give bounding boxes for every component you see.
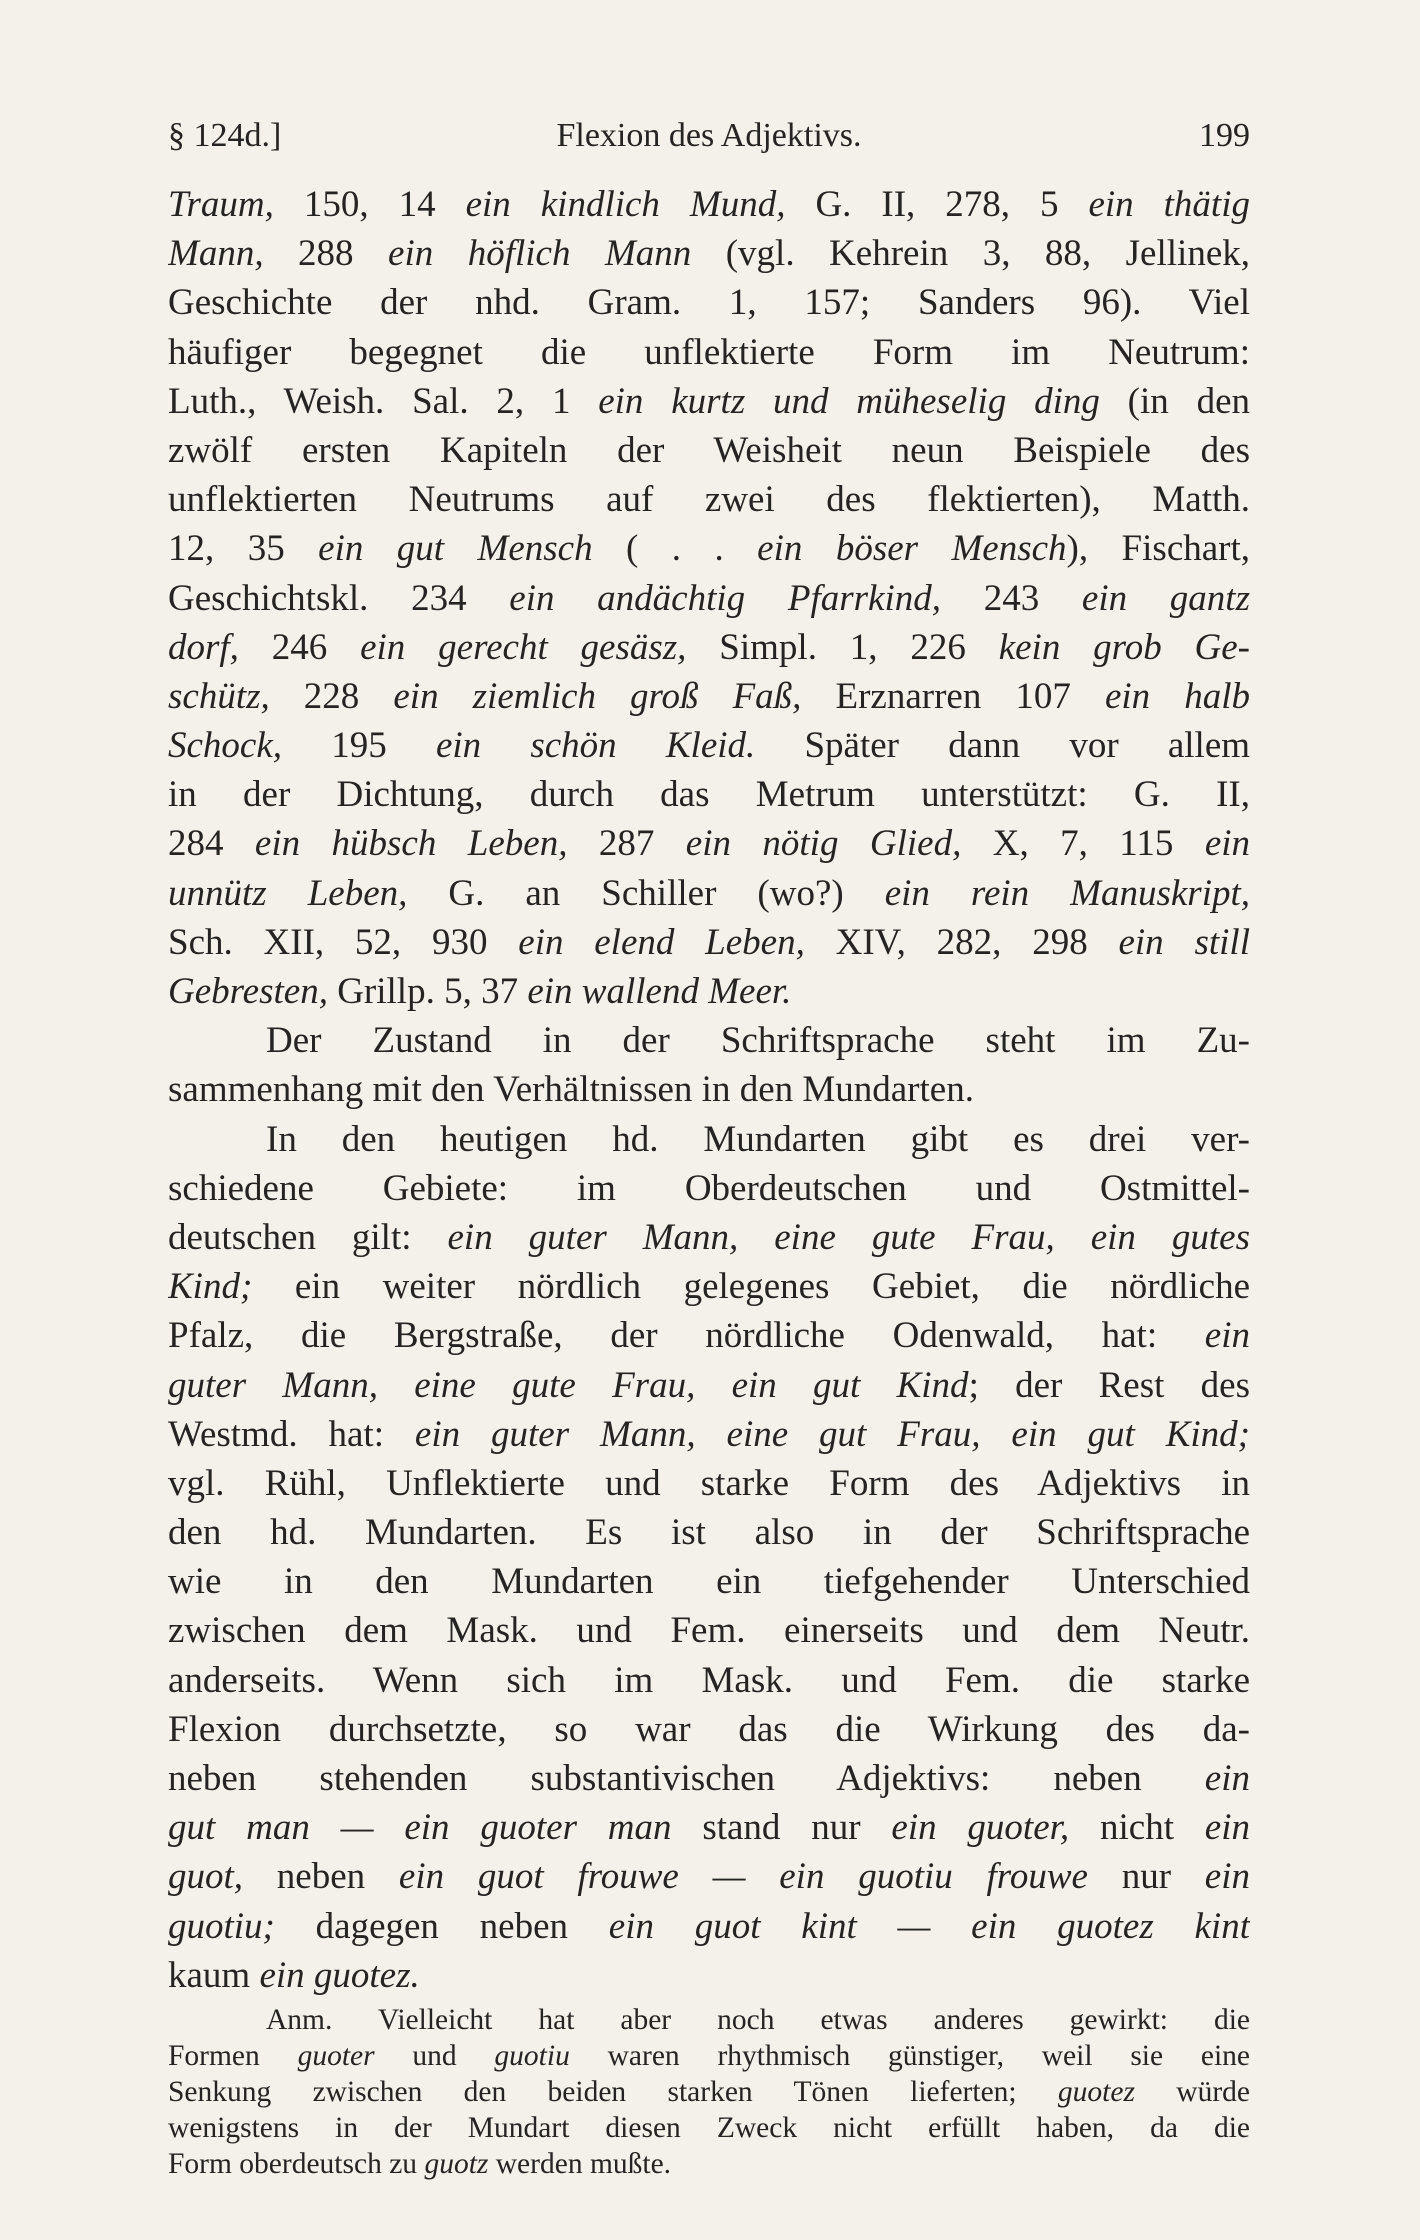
italic-text: guotz (424, 2147, 489, 2180)
italic-text: ein böser Mensch (757, 528, 1067, 570)
text-line (168, 1016, 1250, 1065)
text-run: schiedene Gebiete: im Oberdeutschen und Ostmittel- (168, 1167, 1250, 1209)
italic-text: ein still (1118, 921, 1250, 963)
italic-text: ein (1204, 1856, 1250, 1898)
italic-text: ein wallend Meer. (527, 971, 792, 1012)
text-run: ein weiter nördlich gelegenes Gebiet, die nördliche (252, 1266, 1250, 1308)
text-run: Luth., Weish. Sal. 2, 1 (168, 380, 599, 422)
text-run: anderseits. Wenn sich im Mask. und Fem. die starke (168, 1659, 1250, 1701)
italic-text: ein kurtz und müheselig ding (598, 380, 1100, 422)
italic-text: guotez (1057, 2075, 1135, 2108)
text-run: 12, 35 (168, 528, 319, 570)
text-line (168, 1164, 1250, 1213)
italic-text: ein halb (1104, 675, 1250, 717)
page-title: Flexion des Adjektivs. (556, 117, 862, 154)
text-run: sammenhang mit den Verhältnissen in den Mundarten. (168, 1069, 974, 1111)
text-run: würde (1134, 2075, 1250, 2108)
text-line (168, 1262, 1250, 1311)
text-run: 195 (282, 725, 436, 767)
italic-text: ein guter Mann, eine gute Frau, ein gutes (447, 1216, 1250, 1258)
text-run: G. an Schiller (wo?) (407, 872, 885, 914)
text-line (168, 869, 1250, 918)
italic-text: guoter (297, 2039, 375, 2072)
text-line (168, 1557, 1250, 1606)
note-line (168, 2002, 1250, 2038)
text-line (168, 1902, 1250, 1951)
italic-text: ein guot kint — ein guotez kint (608, 1905, 1250, 1947)
text-run: Erznarren 107 (801, 675, 1105, 717)
text-run: neben (243, 1856, 399, 1898)
text-run: Formen (168, 2039, 298, 2072)
italic-text: ein guter Mann, eine gut Frau, ein gut Kind; (414, 1413, 1250, 1455)
text-run: ; der Rest des (968, 1364, 1250, 1406)
italic-text: ein höflich Mann (388, 233, 692, 275)
text-run: 150, 14 (273, 184, 466, 225)
text-run: werden mußte. (488, 2147, 672, 2180)
text-run: Pfalz, die Bergstraße, der nördliche Odenwald, hat: (168, 1315, 1205, 1357)
text-line (168, 1311, 1250, 1360)
text-line (168, 1508, 1250, 1557)
text-run: kaum (168, 1954, 260, 1996)
italic-text: guotiu (494, 2039, 570, 2072)
italic-text: Gebresten, (168, 971, 328, 1012)
note-line (168, 2038, 1250, 2074)
italic-text: ein (1204, 1315, 1250, 1357)
italic-text: Schock, (168, 725, 283, 767)
text-run: Geschichte der nhd. Gram. 1, 157; Sanders 96). Viel (168, 282, 1250, 324)
text-line (168, 1754, 1250, 1803)
text-run: Grillp. 5, 37 (327, 971, 528, 1012)
text-run: ( . . (592, 528, 758, 570)
italic-text: ein schön Kleid. (435, 725, 756, 767)
text-line (168, 770, 1250, 819)
italic-text: guter Mann, eine gute Frau, ein gut Kind (168, 1364, 969, 1406)
italic-text: ein rein Manuskript, (884, 872, 1250, 914)
text-line (168, 918, 1250, 967)
text-run: 284 (168, 823, 255, 865)
text-run: vgl. Rühl, Unflektierte und starke Form des Adjektivs in (168, 1462, 1250, 1504)
text-run: neben stehenden substantivischen Adjektivs: neben (168, 1758, 1205, 1799)
text-line (168, 180, 1250, 229)
text-run: Westmd. hat: (168, 1413, 415, 1455)
italic-text: ein kindlich Mund, (465, 184, 786, 225)
italic-text: ein nötig Glied, (685, 823, 962, 865)
text-run: (vgl. Kehrein 3, 88, Jellinek, (691, 233, 1250, 275)
italic-text: guot, (168, 1856, 244, 1898)
text-run: waren rhythmisch günstiger, weil sie eine (569, 2039, 1250, 2072)
italic-text: Kind; (168, 1266, 253, 1308)
text-run: 228 (269, 675, 394, 717)
running-header (168, 112, 1250, 160)
italic-text: ein (1204, 1807, 1250, 1849)
italic-text: ein gantz (1081, 577, 1250, 619)
text-run: G. II, 278, 5 (785, 184, 1089, 225)
text-run: In den heutigen hd. Mundarten gibt es drei ver- (266, 1118, 1250, 1160)
italic-text: guotiu; (168, 1905, 275, 1947)
text-run: zwischen dem Mask. und Fem. einerseits und dem Neutr. (168, 1610, 1250, 1652)
italic-text: ein elend Leben, (518, 921, 805, 963)
text-line (168, 1361, 1250, 1410)
italic-text: unnütz Leben, (168, 872, 408, 914)
italic-text: ein guoter, (891, 1807, 1070, 1849)
text-run: Flexion durchsetzte, so war das die Wirkung des da- (168, 1708, 1250, 1750)
text-line (168, 1115, 1250, 1164)
italic-text: ein hübsch Leben, (254, 823, 568, 865)
text-line (168, 475, 1250, 524)
italic-text: ein thätig (1088, 184, 1250, 225)
annotation-note (168, 2002, 1250, 2182)
text-run: 287 (567, 823, 686, 865)
text-run: Der Zustand in der Schriftsprache steht im Zu- (266, 1020, 1250, 1062)
italic-text: kein grob Ge- (998, 626, 1250, 668)
text-run: X, 7, 115 (961, 823, 1205, 865)
text-run: XIV, 282, 298 (804, 921, 1119, 963)
text-run: Geschichtskl. 234 (168, 577, 510, 619)
text-line (168, 1705, 1250, 1754)
text-run: wenigstens in der Mundart diesen Zweck nicht erfüllt haben, da die (168, 2111, 1250, 2144)
text-line (168, 1951, 1250, 2000)
text-run: den hd. Mundarten. Es ist also in der Schriftsprache (168, 1512, 1250, 1554)
text-run: dagegen neben (274, 1905, 609, 1947)
main-text (168, 180, 1250, 2182)
italic-text: schütz, (168, 675, 270, 717)
text-run: wie in den Mundarten ein tiefgehender Unterschied (168, 1561, 1250, 1603)
text-line (168, 1065, 1250, 1114)
text-run: häufiger begegnet die unflektierte Form im Neutrum: (168, 331, 1250, 373)
text-run: zwölf ersten Kapiteln der Weisheit neun Beispiele des (168, 429, 1250, 471)
section-reference: § 124d.] (168, 117, 282, 154)
text-line (168, 967, 1250, 1016)
text-run: (in den (1099, 380, 1250, 422)
text-run: Simpl. 1, 226 (686, 626, 999, 668)
text-run: stand nur (671, 1807, 892, 1849)
text-run: 243 (941, 577, 1082, 619)
text-run: deutschen gilt: (168, 1216, 448, 1258)
text-line (168, 721, 1250, 770)
paragraph-block (168, 180, 1250, 2000)
text-line (168, 1852, 1250, 1901)
italic-text: Mann, (168, 233, 264, 275)
text-line (168, 278, 1250, 327)
italic-text: Traum, (168, 184, 274, 225)
text-run: in der Dichtung, durch das Metrum unterstützt: G. II, (168, 774, 1250, 816)
italic-text: ein guot frouwe — ein guotiu frouwe (398, 1856, 1088, 1898)
text-run: und (374, 2039, 495, 2072)
text-run: nicht (1069, 1807, 1205, 1849)
text-line (168, 672, 1250, 721)
italic-text: ein ziemlich groß Faß, (393, 675, 802, 717)
text-line (168, 1213, 1250, 1262)
text-line (168, 574, 1250, 623)
text-run: Sch. XII, 52, 930 (168, 921, 519, 963)
text-run: unflektierten Neutrums auf zwei des flektierten), Matth. (168, 479, 1250, 521)
text-line (168, 1656, 1250, 1705)
italic-text: ein gut Mensch (318, 528, 593, 570)
text-line (168, 328, 1250, 377)
text-line (168, 377, 1250, 426)
note-line (168, 2146, 1250, 2182)
note-line (168, 2110, 1250, 2146)
page-number: 199 (1199, 117, 1250, 154)
text-run: nur (1087, 1856, 1205, 1898)
italic-text: gut man — ein guoter man (168, 1807, 672, 1849)
text-line (168, 1459, 1250, 1508)
italic-text: ein (1204, 1758, 1250, 1799)
text-run: Anm. Vielleicht hat aber noch etwas anderes gewirkt: die (266, 2003, 1250, 2036)
text-line (168, 1606, 1250, 1655)
text-line (168, 819, 1250, 868)
text-run: 246 (238, 626, 361, 668)
text-run: Senkung zwischen den beiden starken Tönen lieferten; (168, 2075, 1058, 2108)
italic-text: dorf, (168, 626, 239, 668)
text-run: Form oberdeutsch zu (168, 2147, 425, 2180)
italic-text: ein guotez. (259, 1954, 420, 1996)
text-run: Später dann vor allem (755, 725, 1250, 767)
text-line (168, 1803, 1250, 1852)
text-line (168, 1410, 1250, 1459)
text-run: 288 (263, 233, 389, 275)
text-line (168, 229, 1250, 278)
text-line (168, 524, 1250, 573)
text-line (168, 426, 1250, 475)
text-line (168, 623, 1250, 672)
italic-text: ein gerecht gesäsz, (360, 626, 687, 668)
note-line (168, 2074, 1250, 2110)
italic-text: ein andächtig Pfarrkind, (509, 577, 941, 619)
italic-text: ein (1204, 823, 1250, 865)
text-run: ), Fischart, (1066, 528, 1250, 570)
